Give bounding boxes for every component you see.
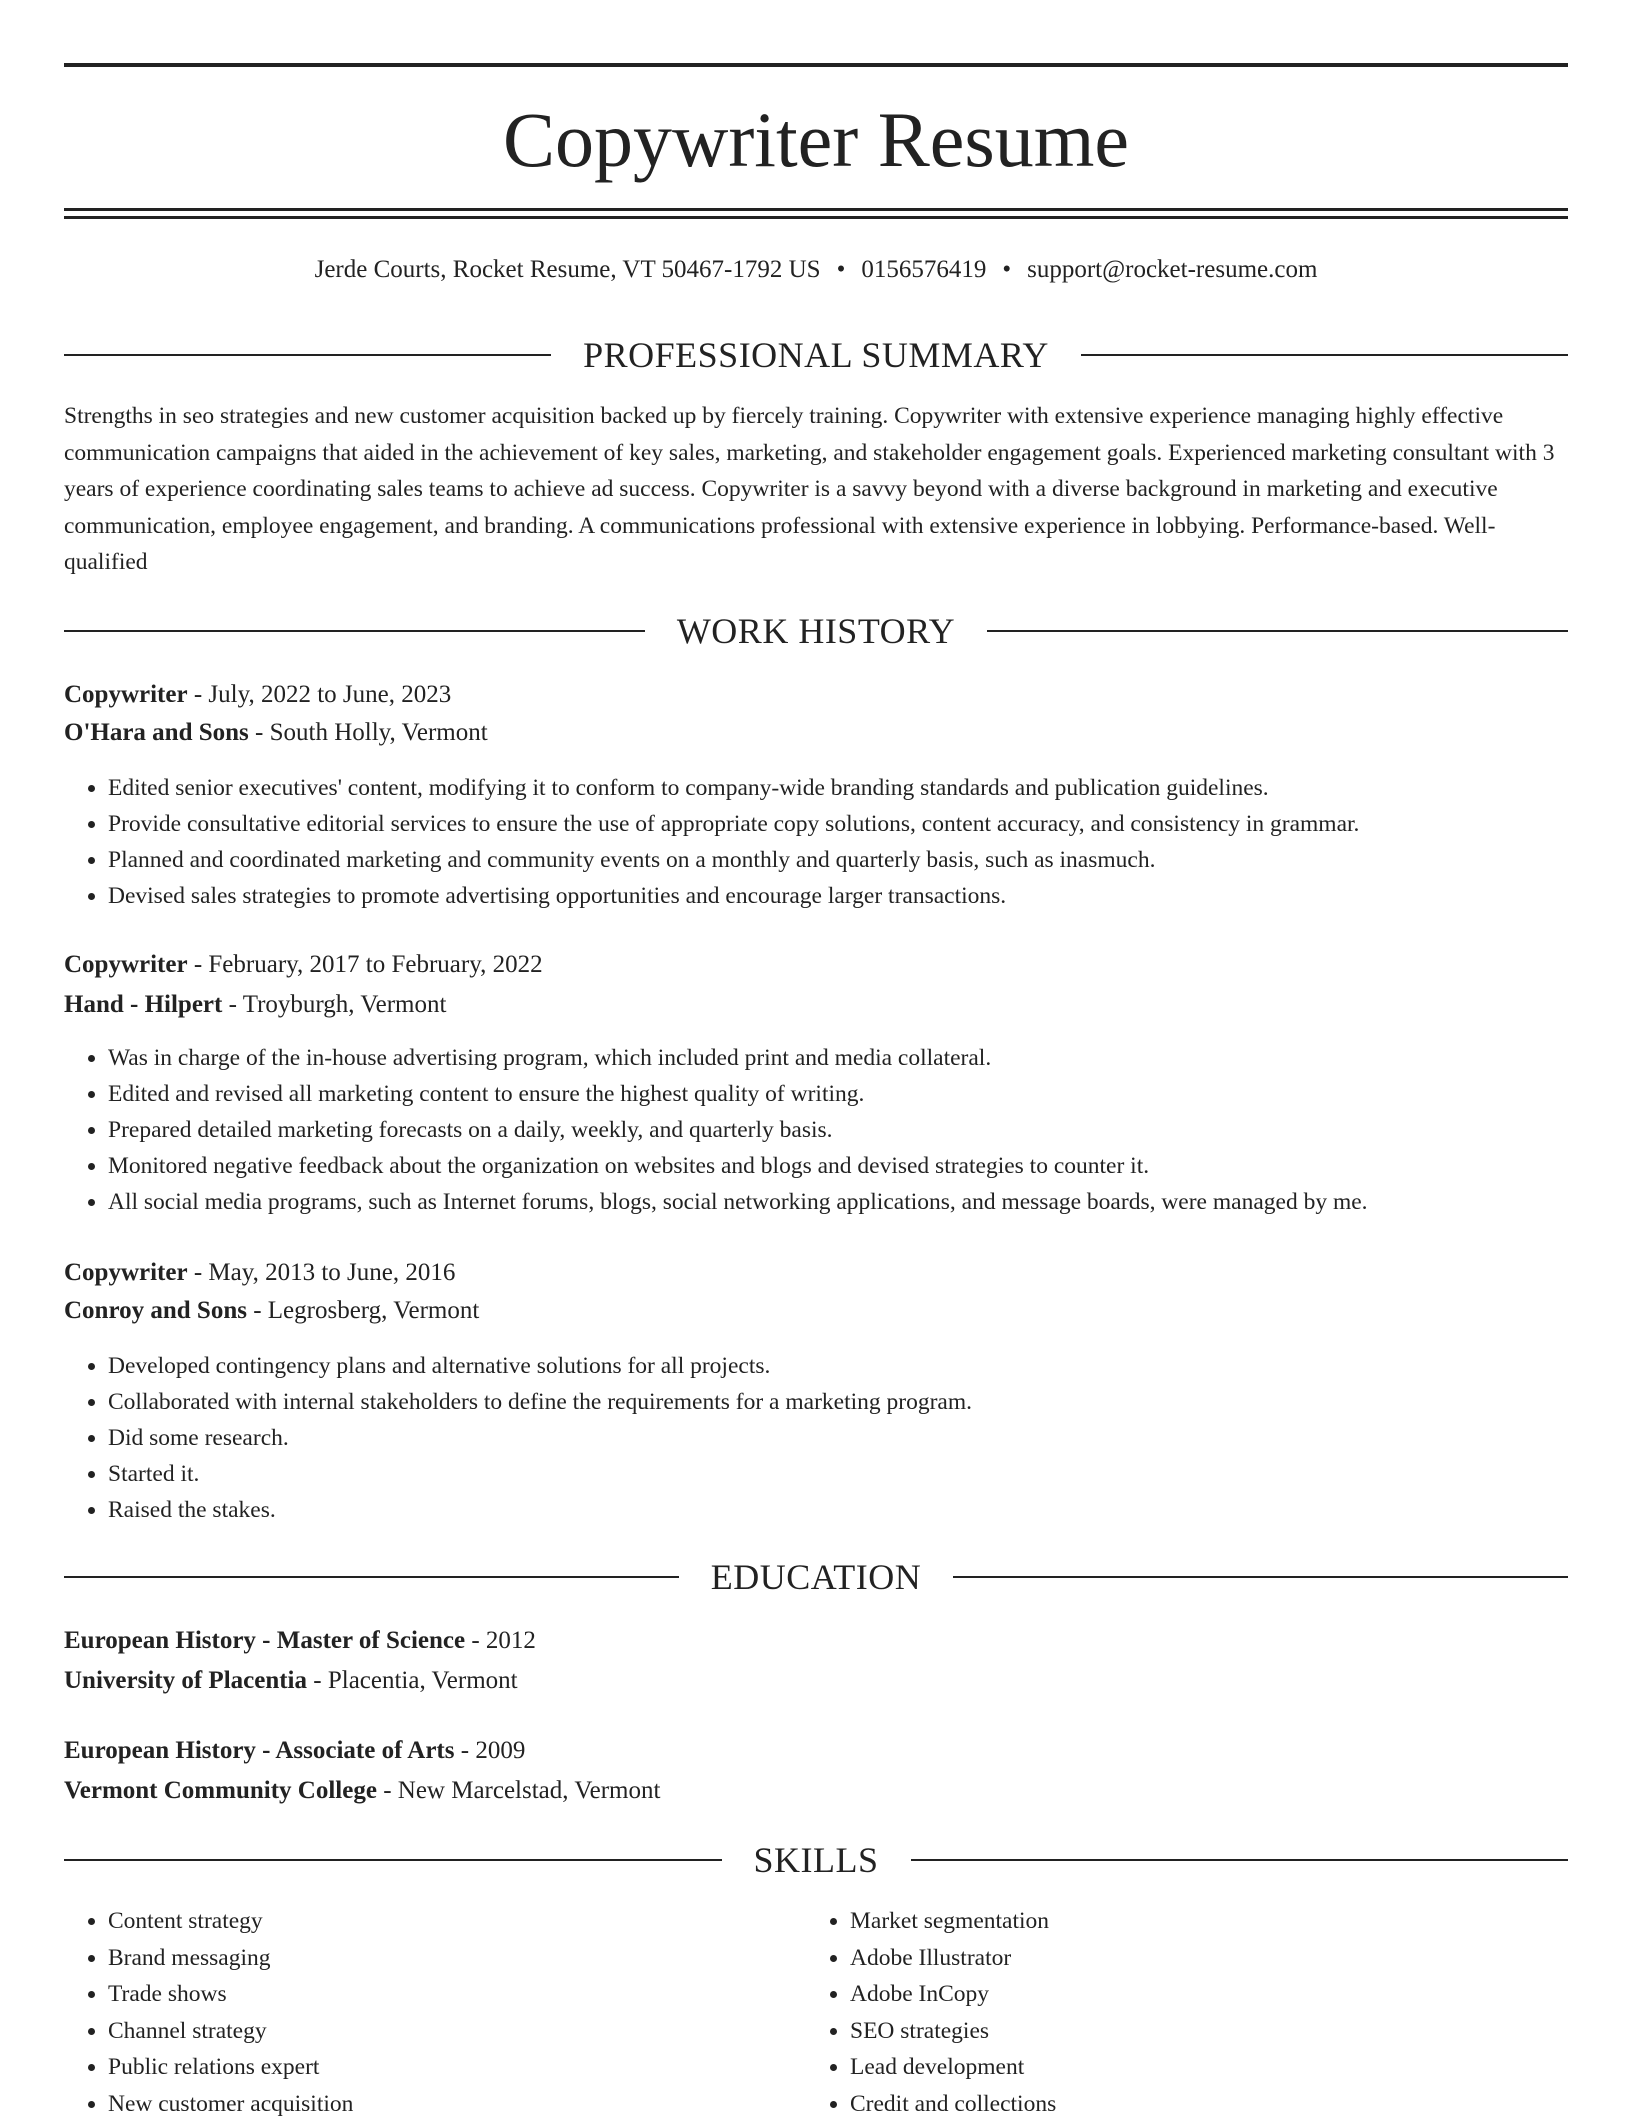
skill-item: • Lead development [850,2049,1550,2086]
contact-address: Jerde Courts, Rocket Resume, VT 50467-1792 US [315,256,821,283]
job-title: Copywriter [64,1259,188,1286]
job-title-line [64,946,1568,984]
education-school: University of Placentia [64,1667,307,1694]
list-item: • Monitored negative feedback about the organization on websites and blogs and devised strategies to counter it. [108,1148,1612,1184]
job-title-line [64,1254,1568,1292]
skill-item: • Adobe Illustrator [850,1940,1550,1977]
skill-item: • Brand messaging [108,1940,808,1977]
section-header-summary [64,333,1568,377]
list-item: • Devised sales strategies to promote advertising opportunities and encourage larger transactions. [108,878,1612,914]
list-item: • All social media programs, such as Internet forums, blogs, social networking applications, and message boards, were managed by me. [108,1184,1612,1220]
skills-list-left [64,1903,808,2122]
contact-line [64,252,1568,288]
education-degree-line [64,1732,1568,1770]
list-item: • Edited senior executives' content, modifying it to conform to company-wide branding standards and publication guidelines. [108,770,1612,806]
section-header-work [64,609,1568,653]
skill-item: • Adobe InCopy [850,1976,1550,2013]
job-dates: - May, 2013 to June, 2016 [188,1259,456,1286]
job-bullets [64,1348,1612,1528]
section-rule [64,1859,722,1861]
job-location: - Troyburgh, Vermont [222,991,446,1018]
contact-phone: 0156576419 [861,256,986,283]
list-item: • Provide consultative editorial services to ensure the use of appropriate copy solutions, content accuracy, and consistency in grammar. [108,806,1612,842]
education-degree: European History - Master of Science [64,1627,465,1654]
section-title: EDUCATION [679,1555,953,1599]
contact-separator: • [1002,252,1011,288]
skill-item: • Market segmentation [850,1903,1550,1940]
list-item: • Was in charge of the in-house advertising program, which included print and media collateral. [108,1040,1612,1076]
list-item: • Started it. [108,1456,1612,1492]
section-rule [911,1859,1569,1861]
job-location: - South Holly, Vermont [249,719,488,746]
education-location: - New Marcelstad, Vermont [377,1777,660,1804]
job-bullets [64,770,1612,914]
job-title-line [64,676,1568,714]
job-company-line [64,714,1568,752]
job-dates: - July, 2022 to June, 2023 [188,681,452,708]
list-item: • Edited and revised all marketing content to ensure the highest quality of writing. [108,1076,1612,1112]
skill-item: • New customer acquisition [108,2086,808,2122]
section-header-skills [64,1838,1568,1882]
education-year: - 2012 [465,1627,536,1654]
education-school-line [64,1772,1568,1810]
section-rule [64,354,551,356]
job-company: Conroy and Sons [64,1297,247,1324]
section-rule [1081,354,1568,356]
list-item: • Collaborated with internal stakeholders to define the requirements for a marketing program. [108,1384,1612,1420]
list-item: • Prepared detailed marketing forecasts on a daily, weekly, and quarterly basis. [108,1112,1612,1148]
contact-separator: • [837,252,846,288]
job-title: Copywriter [64,681,188,708]
job-company-line [64,986,1568,1024]
skill-item: • SEO strategies [850,2013,1550,2050]
skill-item: • Public relations expert [108,2049,808,2086]
job-company: Hand - Hilpert [64,991,222,1018]
education-degree: European History - Associate of Arts [64,1737,455,1764]
top-rule [64,63,1568,67]
education-school: Vermont Community College [64,1777,377,1804]
section-rule [953,1576,1568,1578]
section-rule [987,630,1568,632]
title-rule-lower [64,216,1568,219]
job-bullets [64,1040,1612,1220]
section-header-education [64,1555,1568,1599]
section-rule [64,1576,679,1578]
page-title: Copywriter Resume [64,86,1568,194]
section-rule [64,630,645,632]
section-title: PROFESSIONAL SUMMARY [551,333,1081,377]
title-rule-upper [64,208,1568,211]
job-company: O'Hara and Sons [64,719,249,746]
skill-item: • Trade shows [108,1976,808,2013]
education-degree-line [64,1622,1568,1660]
section-title: SKILLS [722,1838,911,1882]
education-location: - Placentia, Vermont [307,1667,518,1694]
education-school-line [64,1662,1568,1700]
list-item: • Developed contingency plans and alternative solutions for all projects. [108,1348,1612,1384]
skill-item: • Credit and collections [850,2086,1550,2122]
job-title: Copywriter [64,951,188,978]
list-item: • Did some research. [108,1420,1612,1456]
job-dates: - February, 2017 to February, 2022 [188,951,543,978]
list-item: • Planned and coordinated marketing and community events on a monthly and quarterly basis, such as inasmuch. [108,842,1612,878]
skills-list-right [806,1903,1550,2122]
section-title: WORK HISTORY [645,609,987,653]
summary-text: Strengths in seo strategies and new customer acquisition backed up by fiercely training. Copywriter with extensive experience managing highly effective communication campaigns that aided in the achievement of key sales, marketing, and stakeholder engagement goals. Experienced marketing consultant with 3 years of experience coordinating sales teams to achieve ad success. Copywriter is a savvy beyond with a diverse background in marketing and executive communication, employee engagement, and branding. A communications professional with extensive experience in lobbying. Performance-based. Well-qualified [64,398,1568,581]
list-item: • Raised the stakes. [108,1492,1612,1528]
contact-email: support@rocket-resume.com [1027,256,1317,283]
education-year: - 2009 [455,1737,526,1764]
job-company-line [64,1292,1568,1330]
job-location: - Legrosberg, Vermont [247,1297,479,1324]
skill-item: • Content strategy [108,1903,808,1940]
skill-item: • Channel strategy [108,2013,808,2050]
